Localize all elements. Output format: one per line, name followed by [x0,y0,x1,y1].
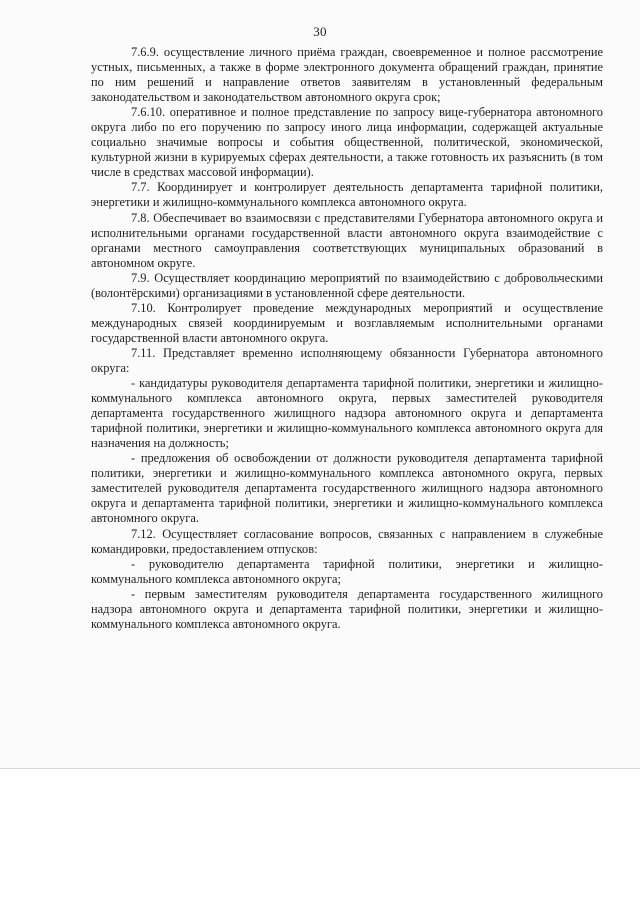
paragraph-7-8: 7.8. Обеспечивает во взаимосвязи с представителями Губернатора автономного округа и исполнительными органами государственной власти автономного округа взаимодействие с органами местного самоуправления соответствующих муниципальных образований в автономном округе. [91,210,603,270]
paragraph-7-12: 7.12. Осуществляет согласование вопросов, связанных с направлением в служебные командировки, предоставлением отпусков: [91,526,603,556]
paragraph-7-6-9: 7.6.9. осуществление личного приёма граждан, своевременное и полное рассмотрение устных, письменных, а также в форме электронного документа обращений граждан, принятие по ним решений и направление ответов заявителям в установленный федеральным законодательством и законодательством автономного округа срок; [91,45,603,105]
document-body [91,45,603,632]
paragraph-7-9: 7.9. Осуществляет координацию мероприятий по взаимодействию с добровольческими (волонтёрскими) организациями в установленной сфере деятельности. [91,270,603,300]
paragraph-7-7: 7.7. Координирует и контролирует деятельность департамента тарифной политики, энергетики и жилищно-коммунального комплекса автономного округа. [91,180,603,210]
page-number: 30 [313,24,327,39]
paragraph-7-6-10: 7.6.10. оперативное и полное представление по запросу вице-губернатора автономного округа либо по его поручению по запросу иного лица информации, содержащей актуальные социально значимые вопросы и события общественной, политической, экономической, культурной жизни в курируемых сферах деятельности, а также готовность их разъяснить (в том числе в средствах массовой информации). [91,105,603,180]
blank-area [0,769,640,905]
paragraph-7-11: 7.11. Представляет временно исполняющему обязанности Губернатора автономного округа: [91,345,603,375]
list-item-first-deputies: - первым заместителям руководителя департамента государственного жилищного надзора автономного округа и департамента тарифной политики, энергетики и жилищно-коммунального комплекса автономного округа. [91,586,603,631]
list-item-head-of-department: - руководителю департамента тарифной политики, энергетики и жилищно-коммунального комплекса автономного округа; [91,556,603,586]
paragraph-7-10: 7.10. Контролирует проведение международных мероприятий и осуществление международных связей координируемым и возглавляемым исполнительными органами государственной власти автономного округа. [91,300,603,345]
list-item-candidates: - кандидатуры руководителя департамента тарифной политики, энергетики и жилищно-коммунального комплекса автономного округа, первых заместителей руководителя департамента государственного жилищного надзора автономного округа и департамента тарифной политики, энергетики и жилищно-коммунального комплекса автономного округа для назначения на должность; [91,376,603,451]
list-item-dismissal-proposals: - предложения об освобождении от должности руководителя департамента тарифной политики, энергетики и жилищно-коммунального комплекса автономного округа, первых заместителей руководителя департамента государственного жилищного надзора автономного округа и департамента тарифной политики, энергетики и жилищно-коммунального комплекса автономного округа. [91,451,603,526]
